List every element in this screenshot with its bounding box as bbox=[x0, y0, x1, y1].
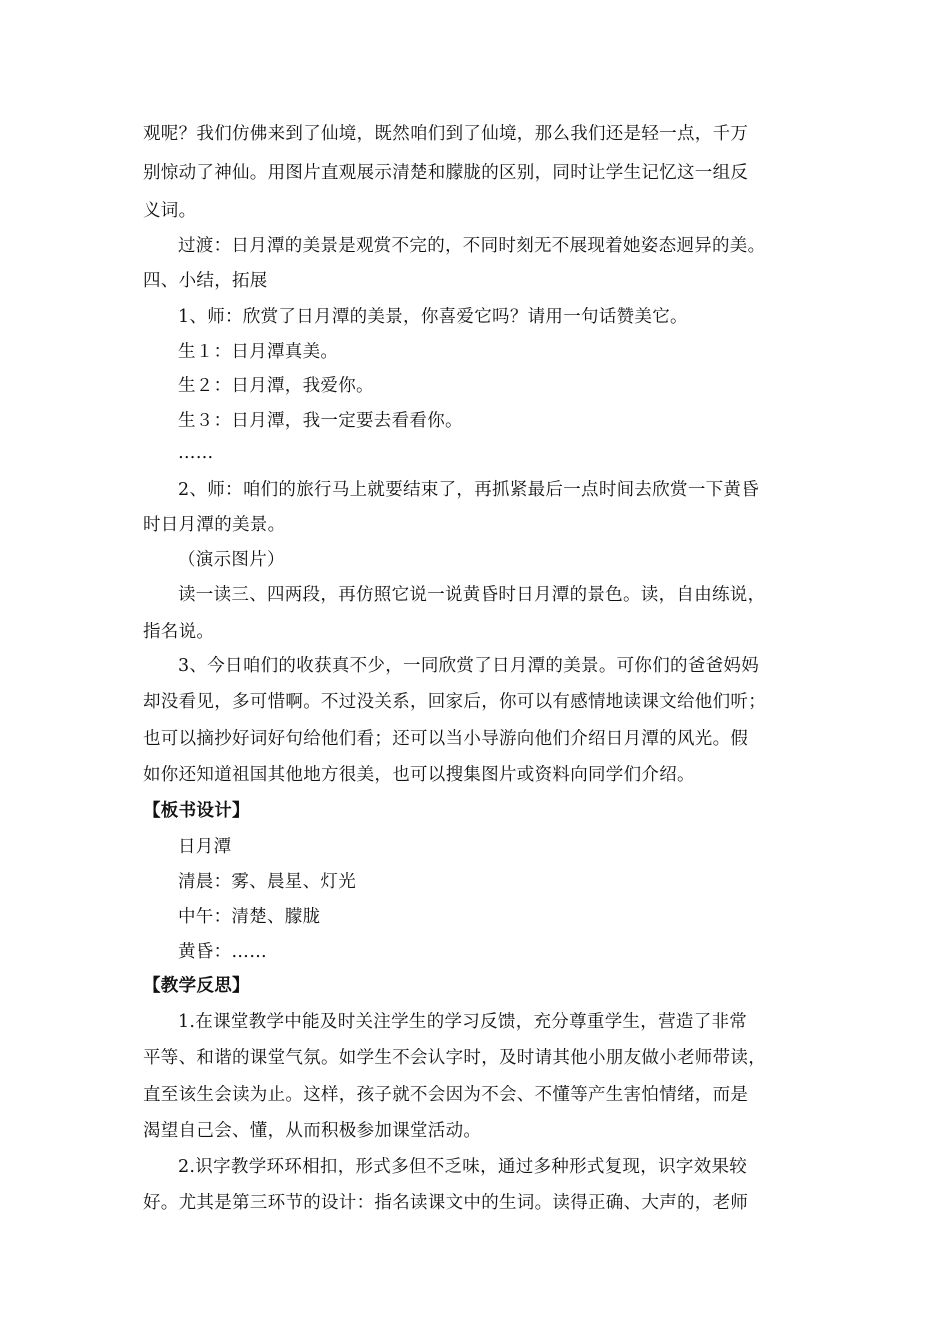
section-heading: 四、小结，拓展 bbox=[143, 271, 268, 291]
paragraph-line: 如你还知道祖国其他地方很美，也可以搜集图片或资料向同学们介绍。 bbox=[143, 765, 695, 785]
paragraph-line: 2.识字教学环环相扣，形式多但不乏味，通过多种形式复现，识字效果较 bbox=[178, 1157, 748, 1177]
board-line: 清晨：雾、晨星、灯光 bbox=[178, 872, 356, 892]
paragraph-line: 观呢？我们仿佛来到了仙境，既然咱们到了仙境，那么我们还是轻一点，千万 bbox=[143, 124, 749, 144]
board-line: 中午：清楚、朦胧 bbox=[178, 907, 321, 927]
paragraph-line: 却没看见，多可惜啊。不过没关系，回家后，你可以有感情地读课文给他们听； bbox=[143, 692, 766, 712]
student-answer: 生２：日月潭，我爱你。 bbox=[178, 376, 374, 396]
paragraph-line: 2、师：咱们的旅行马上就要结束了，再抓紧最后一点时间去欣赏一下黄昏 bbox=[178, 480, 760, 500]
ellipsis-line: …… bbox=[178, 443, 214, 463]
transition-line: 过渡：日月潭的美景是观赏不完的，不同时刻无不展现着她姿态迥异的美。 bbox=[178, 236, 766, 256]
section-heading: 【教学反思】 bbox=[143, 976, 250, 996]
board-line: 黄昏：…… bbox=[178, 942, 267, 962]
student-answer: 生３：日月潭，我一定要去看看你。 bbox=[178, 411, 463, 431]
paragraph-line: 3、今日咱们的收获真不少，一同欣赏了日月潭的美景。可你们的爸爸妈妈 bbox=[178, 656, 760, 676]
paragraph-line: 1、师：欣赏了日月潭的美景，你喜爱它吗？请用一句话赞美它。 bbox=[178, 307, 688, 327]
paragraph-line: 时日月潭的美景。 bbox=[143, 515, 286, 535]
student-answer: 生１：日月潭真美。 bbox=[178, 342, 339, 362]
paragraph-line: 指名说。 bbox=[143, 622, 215, 642]
paragraph-line: 也可以摘抄好词好句给他们看；还可以当小导游向他们介绍日月潭的风光。假 bbox=[143, 729, 749, 749]
paragraph-line: 渴望自己会、懂，从而积极参加课堂活动。 bbox=[143, 1121, 482, 1141]
paragraph-line: 别惊动了神仙。用图片直观展示清楚和朦胧的区别，同时让学生记忆这一组反 bbox=[143, 163, 749, 183]
paragraph-line: 1.在课堂教学中能及时关注学生的学习反馈，充分尊重学生，营造了非常 bbox=[178, 1012, 748, 1032]
paragraph-line: （演示图片） bbox=[178, 550, 285, 570]
paragraph-line: 平等、和谐的课堂气氛。如学生不会认字时，及时请其他小朋友做小老师带读， bbox=[143, 1048, 766, 1068]
paragraph-line: 义词。 bbox=[143, 201, 197, 221]
paragraph-line: 读一读三、四两段，再仿照它说一说黄昏时日月潭的景色。读，自由练说， bbox=[178, 585, 766, 605]
board-line: 日月潭 bbox=[178, 837, 232, 857]
paragraph-line: 直至该生会读为止。这样，孩子就不会因为不会、不懂等产生害怕情绪，而是 bbox=[143, 1085, 749, 1105]
paragraph-line: 好。尤其是第三环节的设计：指名读课文中的生词。读得正确、大声的，老师 bbox=[143, 1193, 749, 1213]
section-heading: 【板书设计】 bbox=[143, 801, 250, 821]
